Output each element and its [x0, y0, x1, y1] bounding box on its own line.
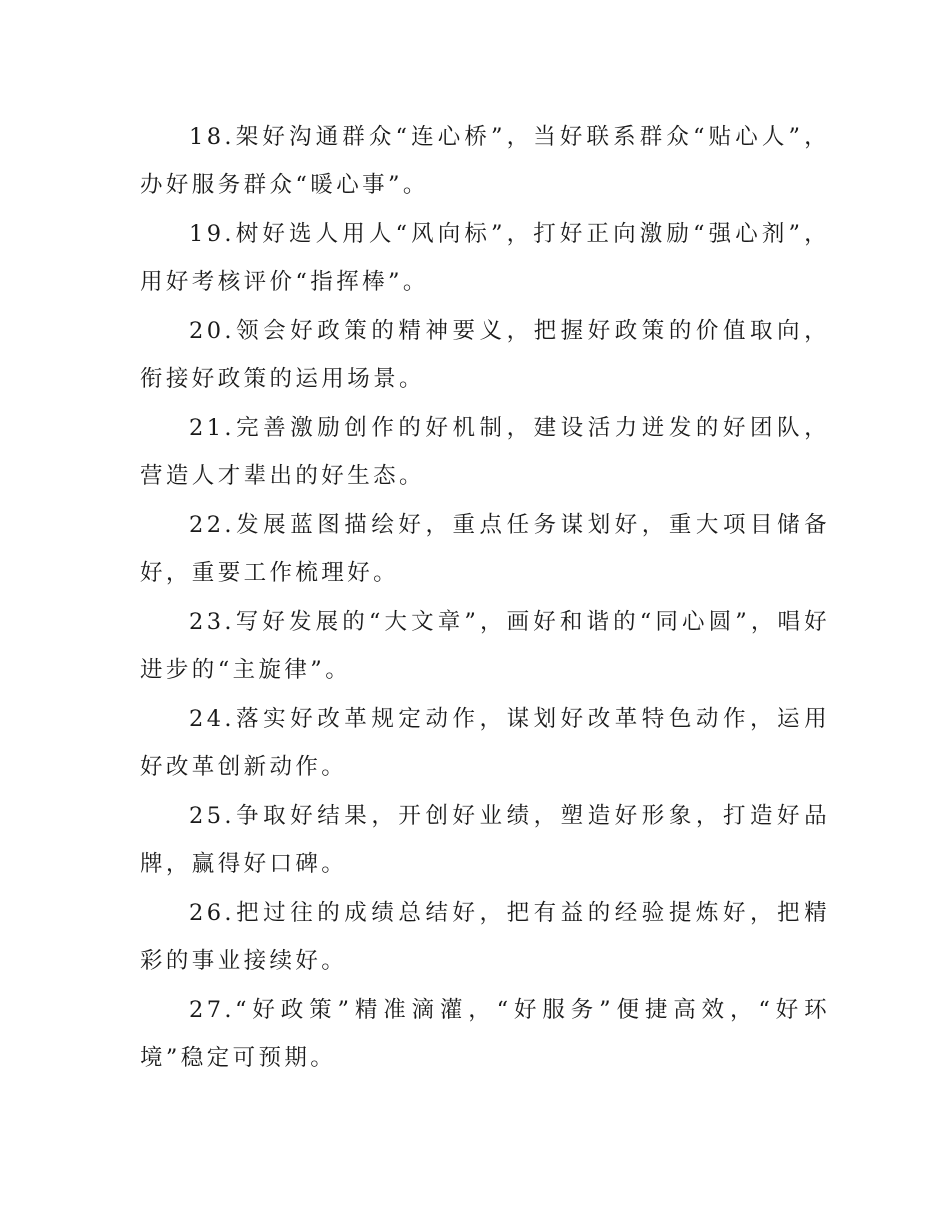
paragraph-18: 18.架好沟通群众“连心桥”，当好联系群众“贴心人”，办好服务群众“暖心事”。	[140, 124, 830, 198]
paragraph-27: 27.“好政策”精准滴灌，“好服务”便捷高效，“好环境”稳定可预期。	[140, 997, 830, 1071]
paragraph-26: 26.把过往的成绩总结好，把有益的经验提炼好，把精彩的事业接续好。	[140, 900, 830, 974]
paragraph-20: 20.领会好政策的精神要义，把握好政策的价值取向，衔接好政策的运用场景。	[140, 318, 830, 392]
paragraph-25: 25.争取好结果，开创好业绩，塑造好形象，打造好品牌，赢得好口碑。	[140, 803, 830, 877]
paragraph-23: 23.写好发展的“大文章”，画好和谐的“同心圆”，唱好进步的“主旋律”。	[140, 609, 830, 683]
paragraph-21: 21.完善激励创作的好机制，建设活力迸发的好团队，营造人才辈出的好生态。	[140, 415, 830, 489]
paragraph-22: 22.发展蓝图描绘好，重点任务谋划好，重大项目储备好，重要工作梳理好。	[140, 512, 830, 586]
paragraph-24: 24.落实好改革规定动作，谋划好改革特色动作，运用好改革创新动作。	[140, 706, 830, 780]
document-body	[140, 113, 830, 1083]
paragraph-19: 19.树好选人用人“风向标”，打好正向激励“强心剂”，用好考核评价“指挥棒”。	[140, 221, 830, 295]
